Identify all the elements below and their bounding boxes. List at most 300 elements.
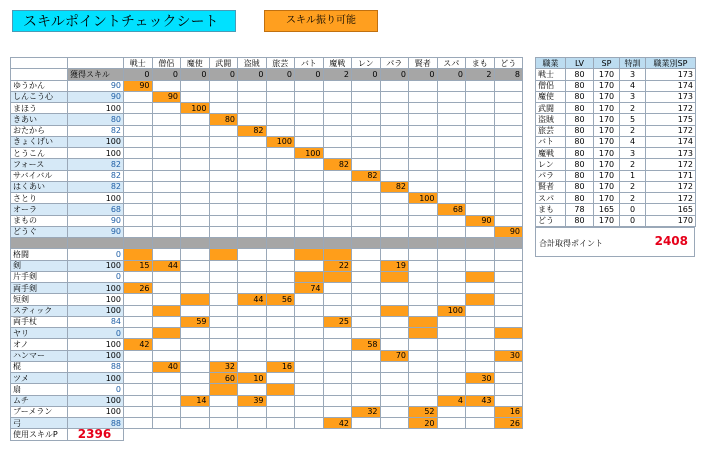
skill-allocation-cell[interactable] [295, 91, 324, 102]
skill-allocation-cell[interactable] [323, 406, 352, 417]
skill-allocation-cell[interactable] [352, 125, 381, 136]
skill-allocation-cell[interactable] [209, 249, 238, 260]
skill-allocation-cell[interactable] [181, 328, 210, 339]
skill-allocation-cell[interactable] [266, 373, 295, 384]
job-training[interactable]: 2 [620, 125, 646, 136]
skill-allocation-cell[interactable] [181, 125, 210, 136]
skill-allocation-cell[interactable]: 74 [295, 283, 324, 294]
skill-allocation-cell[interactable] [266, 395, 295, 406]
skill-allocation-cell[interactable] [266, 418, 295, 429]
job-training[interactable]: 5 [620, 114, 646, 125]
skill-required-points[interactable]: 100 [68, 103, 124, 114]
skill-allocation-cell[interactable] [437, 91, 466, 102]
skill-allocation-cell[interactable]: 100 [266, 136, 295, 147]
skill-allocation-cell[interactable] [323, 384, 352, 395]
skill-allocation-cell[interactable] [152, 384, 181, 395]
skill-required-points[interactable]: 82 [68, 159, 124, 170]
skill-allocation-cell[interactable] [295, 350, 324, 361]
skill-allocation-cell[interactable] [380, 249, 409, 260]
skill-allocation-cell[interactable] [124, 204, 153, 215]
skill-allocation-cell[interactable] [352, 361, 381, 372]
skill-required-points[interactable]: 0 [68, 328, 124, 339]
skill-allocation-cell[interactable] [380, 339, 409, 350]
skill-allocation-cell[interactable] [494, 294, 523, 305]
skill-allocation-cell[interactable] [152, 204, 181, 215]
skill-allocation-cell[interactable]: 32 [352, 406, 381, 417]
skill-allocation-cell[interactable] [323, 283, 352, 294]
skill-allocation-cell[interactable] [494, 103, 523, 114]
skill-allocation-cell[interactable] [266, 350, 295, 361]
skill-allocation-cell[interactable]: 4 [437, 395, 466, 406]
skill-allocation-cell[interactable] [124, 226, 153, 237]
skill-required-points[interactable]: 68 [68, 204, 124, 215]
skill-allocation-cell[interactable] [323, 339, 352, 350]
skill-allocation-cell[interactable] [380, 170, 409, 181]
skill-allocation-cell[interactable] [124, 215, 153, 226]
skill-allocation-cell[interactable] [181, 305, 210, 316]
skill-allocation-cell[interactable]: 90 [124, 80, 153, 91]
skill-allocation-cell[interactable] [352, 193, 381, 204]
job-training[interactable]: 1 [620, 170, 646, 181]
skill-allocation-cell[interactable] [437, 170, 466, 181]
skill-allocation-cell[interactable] [409, 136, 438, 147]
skill-allocation-cell[interactable] [409, 103, 438, 114]
skill-allocation-cell[interactable] [295, 170, 324, 181]
skill-allocation-cell[interactable] [152, 103, 181, 114]
skill-allocation-cell[interactable]: 14 [181, 395, 210, 406]
skill-required-points[interactable]: 100 [68, 373, 124, 384]
skill-required-points[interactable]: 100 [68, 294, 124, 305]
skill-allocation-cell[interactable]: 82 [352, 170, 381, 181]
skill-allocation-cell[interactable] [352, 328, 381, 339]
skill-allocation-cell[interactable] [295, 418, 324, 429]
skill-required-points[interactable]: 100 [68, 260, 124, 271]
skill-allocation-cell[interactable] [380, 294, 409, 305]
job-training[interactable]: 2 [620, 181, 646, 192]
skill-allocation-cell[interactable] [124, 170, 153, 181]
skill-allocation-cell[interactable] [437, 103, 466, 114]
skill-allocation-cell[interactable] [352, 103, 381, 114]
skill-allocation-cell[interactable] [494, 339, 523, 350]
skill-allocation-cell[interactable] [409, 339, 438, 350]
skill-allocation-cell[interactable] [409, 384, 438, 395]
skill-allocation-cell[interactable] [209, 283, 238, 294]
skill-allocation-cell[interactable] [494, 170, 523, 181]
skill-allocation-cell[interactable] [124, 406, 153, 417]
job-training[interactable]: 4 [620, 80, 646, 91]
skill-allocation-cell[interactable] [209, 181, 238, 192]
skill-allocation-cell[interactable] [266, 114, 295, 125]
skill-allocation-cell[interactable] [266, 339, 295, 350]
skill-required-points[interactable]: 100 [68, 193, 124, 204]
skill-allocation-cell[interactable] [266, 181, 295, 192]
skill-allocation-cell[interactable] [152, 328, 181, 339]
skill-required-points[interactable]: 0 [68, 249, 124, 260]
skill-allocation-cell[interactable] [494, 80, 523, 91]
skill-allocation-cell[interactable] [209, 80, 238, 91]
skill-allocation-cell[interactable] [494, 361, 523, 372]
skill-allocation-cell[interactable] [380, 193, 409, 204]
skill-allocation-cell[interactable] [238, 226, 267, 237]
skill-allocation-cell[interactable] [238, 136, 267, 147]
skill-allocation-cell[interactable] [152, 181, 181, 192]
skill-allocation-cell[interactable]: 90 [152, 91, 181, 102]
skill-allocation-cell[interactable] [409, 148, 438, 159]
skill-allocation-cell[interactable] [209, 260, 238, 271]
skill-allocation-cell[interactable] [124, 114, 153, 125]
skill-allocation-cell[interactable] [152, 373, 181, 384]
skill-allocation-cell[interactable] [323, 170, 352, 181]
skill-allocation-cell[interactable] [409, 395, 438, 406]
skill-allocation-cell[interactable] [323, 328, 352, 339]
skill-allocation-cell[interactable] [124, 350, 153, 361]
skill-allocation-cell[interactable] [352, 114, 381, 125]
skill-allocation-cell[interactable] [494, 328, 523, 339]
skill-allocation-cell[interactable] [238, 181, 267, 192]
skill-allocation-cell[interactable] [323, 294, 352, 305]
skill-allocation-cell[interactable] [323, 373, 352, 384]
skill-allocation-cell[interactable] [437, 136, 466, 147]
skill-allocation-cell[interactable] [181, 159, 210, 170]
skill-allocation-cell[interactable] [323, 103, 352, 114]
skill-allocation-cell[interactable] [152, 339, 181, 350]
skill-allocation-cell[interactable] [181, 350, 210, 361]
skill-allocation-cell[interactable] [209, 159, 238, 170]
skill-allocation-cell[interactable] [266, 328, 295, 339]
skill-allocation-cell[interactable] [295, 395, 324, 406]
skill-allocation-cell[interactable] [181, 283, 210, 294]
skill-allocation-cell[interactable] [181, 170, 210, 181]
skill-allocation-cell[interactable]: 16 [494, 406, 523, 417]
skill-allocation-cell[interactable] [295, 103, 324, 114]
skill-allocation-cell[interactable] [295, 271, 324, 282]
skill-allocation-cell[interactable] [209, 395, 238, 406]
skill-allocation-cell[interactable] [409, 125, 438, 136]
skill-allocation-cell[interactable] [266, 80, 295, 91]
skill-allocation-cell[interactable]: 90 [494, 226, 523, 237]
skill-allocation-cell[interactable] [380, 283, 409, 294]
skill-required-points[interactable]: 100 [68, 350, 124, 361]
skill-allocation-cell[interactable] [152, 159, 181, 170]
skill-allocation-cell[interactable] [466, 406, 495, 417]
skill-allocation-cell[interactable] [494, 204, 523, 215]
skill-allocation-cell[interactable] [124, 148, 153, 159]
skill-allocation-cell[interactable] [409, 249, 438, 260]
skill-allocation-cell[interactable] [466, 418, 495, 429]
skill-allocation-cell[interactable]: 32 [209, 361, 238, 372]
skill-allocation-cell[interactable] [295, 316, 324, 327]
skill-allocation-cell[interactable] [209, 305, 238, 316]
skill-allocation-cell[interactable] [238, 350, 267, 361]
skill-allocation-cell[interactable] [437, 260, 466, 271]
skill-allocation-cell[interactable] [209, 226, 238, 237]
skill-allocation-cell[interactable] [238, 170, 267, 181]
skill-allocation-cell[interactable] [238, 193, 267, 204]
skill-allocation-cell[interactable] [352, 159, 381, 170]
skill-allocation-cell[interactable] [295, 136, 324, 147]
skill-allocation-cell[interactable] [295, 339, 324, 350]
skill-allocation-cell[interactable] [181, 260, 210, 271]
skill-required-points[interactable]: 90 [68, 215, 124, 226]
skill-allocation-cell[interactable] [494, 384, 523, 395]
skill-allocation-cell[interactable] [152, 418, 181, 429]
skill-allocation-cell[interactable] [295, 125, 324, 136]
skill-allocation-cell[interactable] [437, 350, 466, 361]
skill-allocation-cell[interactable] [494, 260, 523, 271]
skill-allocation-cell[interactable] [124, 316, 153, 327]
skill-allocation-cell[interactable] [209, 103, 238, 114]
skill-allocation-cell[interactable] [380, 395, 409, 406]
skill-allocation-cell[interactable]: 42 [323, 418, 352, 429]
skill-allocation-cell[interactable] [124, 125, 153, 136]
skill-allocation-cell[interactable] [352, 91, 381, 102]
skill-allocation-cell[interactable] [409, 91, 438, 102]
skill-allocation-cell[interactable] [152, 215, 181, 226]
skill-allocation-cell[interactable] [124, 305, 153, 316]
skill-allocation-cell[interactable] [266, 226, 295, 237]
skill-allocation-cell[interactable] [466, 125, 495, 136]
skill-allocation-cell[interactable] [238, 103, 267, 114]
skill-required-points[interactable]: 0 [68, 384, 124, 395]
skill-allocation-cell[interactable]: 25 [323, 316, 352, 327]
skill-allocation-cell[interactable] [437, 125, 466, 136]
skill-allocation-cell[interactable] [409, 305, 438, 316]
job-training[interactable]: 2 [620, 159, 646, 170]
skill-allocation-cell[interactable] [466, 350, 495, 361]
skill-allocation-cell[interactable] [209, 384, 238, 395]
skill-allocation-cell[interactable] [124, 136, 153, 147]
skill-allocation-cell[interactable] [352, 260, 381, 271]
skill-allocation-cell[interactable] [238, 361, 267, 372]
skill-allocation-cell[interactable] [466, 226, 495, 237]
skill-allocation-cell[interactable] [266, 406, 295, 417]
skill-allocation-cell[interactable] [352, 316, 381, 327]
skill-allocation-cell[interactable] [466, 305, 495, 316]
skill-allocation-cell[interactable] [295, 305, 324, 316]
skill-allocation-cell[interactable]: 39 [238, 395, 267, 406]
skill-allocation-cell[interactable] [466, 384, 495, 395]
skill-allocation-cell[interactable] [152, 316, 181, 327]
skill-allocation-cell[interactable] [238, 204, 267, 215]
skill-allocation-cell[interactable] [323, 148, 352, 159]
skill-allocation-cell[interactable] [323, 136, 352, 147]
skill-allocation-cell[interactable] [466, 204, 495, 215]
skill-required-points[interactable]: 82 [68, 125, 124, 136]
skill-allocation-cell[interactable] [466, 114, 495, 125]
skill-allocation-cell[interactable] [124, 373, 153, 384]
skill-allocation-cell[interactable] [409, 260, 438, 271]
skill-allocation-cell[interactable] [466, 249, 495, 260]
skill-required-points[interactable]: 0 [68, 271, 124, 282]
skill-allocation-cell[interactable] [266, 283, 295, 294]
skill-allocation-cell[interactable] [380, 159, 409, 170]
skill-allocation-cell[interactable]: 70 [380, 350, 409, 361]
skill-allocation-cell[interactable] [352, 249, 381, 260]
skill-allocation-cell[interactable] [295, 215, 324, 226]
skill-allocation-cell[interactable] [181, 271, 210, 282]
skill-required-points[interactable]: 88 [68, 361, 124, 372]
skill-allocation-cell[interactable] [409, 170, 438, 181]
skill-allocation-cell[interactable] [152, 249, 181, 260]
skill-allocation-cell[interactable] [266, 305, 295, 316]
skill-allocation-cell[interactable] [124, 181, 153, 192]
skill-allocation-cell[interactable] [209, 418, 238, 429]
skill-allocation-cell[interactable] [352, 215, 381, 226]
skill-allocation-cell[interactable] [209, 136, 238, 147]
skill-allocation-cell[interactable] [466, 316, 495, 327]
skill-allocation-cell[interactable]: 100 [181, 103, 210, 114]
skill-allocation-cell[interactable] [152, 170, 181, 181]
skill-allocation-cell[interactable]: 40 [152, 361, 181, 372]
skill-allocation-cell[interactable] [409, 181, 438, 192]
skill-allocation-cell[interactable] [380, 305, 409, 316]
skill-allocation-cell[interactable] [295, 373, 324, 384]
skill-allocation-cell[interactable]: 80 [209, 114, 238, 125]
skill-allocation-cell[interactable] [152, 406, 181, 417]
skill-allocation-cell[interactable] [380, 316, 409, 327]
skill-allocation-cell[interactable] [295, 361, 324, 372]
skill-allocation-cell[interactable] [409, 350, 438, 361]
skill-allocation-cell[interactable] [437, 193, 466, 204]
skill-allocation-cell[interactable] [181, 80, 210, 91]
skill-allocation-cell[interactable] [466, 294, 495, 305]
skill-allocation-cell[interactable] [352, 384, 381, 395]
skill-allocation-cell[interactable] [323, 271, 352, 282]
skill-allocation-cell[interactable] [409, 204, 438, 215]
skill-allocation-cell[interactable] [437, 80, 466, 91]
skill-allocation-cell[interactable] [238, 418, 267, 429]
skill-allocation-cell[interactable] [466, 193, 495, 204]
skill-allocation-cell[interactable] [266, 103, 295, 114]
skill-allocation-cell[interactable] [494, 159, 523, 170]
skill-allocation-cell[interactable] [238, 80, 267, 91]
skill-allocation-cell[interactable] [437, 384, 466, 395]
skill-allocation-cell[interactable] [238, 384, 267, 395]
skill-allocation-cell[interactable]: 26 [124, 283, 153, 294]
skill-allocation-cell[interactable] [409, 226, 438, 237]
skill-allocation-cell[interactable] [181, 294, 210, 305]
skill-allocation-cell[interactable] [380, 215, 409, 226]
skill-allocation-cell[interactable]: 68 [437, 204, 466, 215]
skill-allocation-cell[interactable] [437, 226, 466, 237]
skill-allocation-cell[interactable] [266, 384, 295, 395]
skill-allocation-cell[interactable] [124, 328, 153, 339]
skill-allocation-cell[interactable] [352, 271, 381, 282]
skill-allocation-cell[interactable] [238, 339, 267, 350]
skill-allocation-cell[interactable] [466, 339, 495, 350]
skill-allocation-cell[interactable] [295, 328, 324, 339]
skill-allocation-cell[interactable]: 43 [466, 395, 495, 406]
skill-allocation-cell[interactable] [323, 125, 352, 136]
skill-allocation-cell[interactable] [124, 384, 153, 395]
skill-required-points[interactable]: 90 [68, 226, 124, 237]
skill-allocation-cell[interactable] [181, 361, 210, 372]
skill-allocation-cell[interactable] [181, 249, 210, 260]
skill-required-points[interactable]: 84 [68, 316, 124, 327]
skill-allocation-cell[interactable] [380, 114, 409, 125]
skill-allocation-cell[interactable] [238, 91, 267, 102]
skill-allocation-cell[interactable]: 52 [409, 406, 438, 417]
skill-allocation-cell[interactable] [266, 215, 295, 226]
skill-allocation-cell[interactable]: 59 [181, 316, 210, 327]
skill-allocation-cell[interactable] [295, 80, 324, 91]
job-training[interactable]: 3 [620, 148, 646, 159]
skill-allocation-cell[interactable]: 60 [209, 373, 238, 384]
skill-allocation-cell[interactable] [352, 305, 381, 316]
job-training[interactable]: 3 [620, 69, 646, 80]
job-training[interactable]: 0 [620, 215, 646, 226]
skill-required-points[interactable]: 88 [68, 418, 124, 429]
skill-allocation-cell[interactable] [295, 384, 324, 395]
skill-required-points[interactable]: 100 [68, 305, 124, 316]
skill-allocation-cell[interactable] [409, 215, 438, 226]
skill-allocation-cell[interactable] [152, 294, 181, 305]
skill-allocation-cell[interactable] [152, 136, 181, 147]
skill-allocation-cell[interactable] [352, 350, 381, 361]
skill-allocation-cell[interactable] [380, 418, 409, 429]
skill-allocation-cell[interactable] [209, 170, 238, 181]
skill-allocation-cell[interactable] [238, 215, 267, 226]
skill-allocation-cell[interactable] [152, 193, 181, 204]
skill-allocation-cell[interactable] [238, 328, 267, 339]
skill-allocation-cell[interactable] [238, 114, 267, 125]
skill-allocation-cell[interactable] [352, 136, 381, 147]
skill-allocation-status-badge[interactable]: スキル振り可能 [264, 10, 378, 32]
skill-allocation-cell[interactable] [266, 148, 295, 159]
skill-allocation-cell[interactable]: 20 [409, 418, 438, 429]
skill-allocation-cell[interactable] [494, 114, 523, 125]
skill-allocation-cell[interactable] [380, 136, 409, 147]
skill-allocation-cell[interactable] [380, 204, 409, 215]
skill-allocation-cell[interactable] [152, 114, 181, 125]
skill-allocation-cell[interactable] [209, 215, 238, 226]
skill-allocation-cell[interactable]: 42 [124, 339, 153, 350]
skill-required-points[interactable]: 82 [68, 170, 124, 181]
skill-allocation-cell[interactable] [323, 215, 352, 226]
skill-allocation-cell[interactable] [181, 91, 210, 102]
job-training[interactable]: 2 [620, 103, 646, 114]
skill-allocation-cell[interactable] [494, 193, 523, 204]
skill-allocation-cell[interactable] [466, 260, 495, 271]
skill-allocation-cell[interactable] [466, 170, 495, 181]
skill-allocation-cell[interactable] [266, 260, 295, 271]
skill-allocation-cell[interactable] [209, 125, 238, 136]
skill-allocation-cell[interactable] [323, 204, 352, 215]
skill-allocation-cell[interactable] [124, 361, 153, 372]
skill-allocation-cell[interactable] [494, 373, 523, 384]
skill-allocation-cell[interactable] [266, 204, 295, 215]
skill-allocation-cell[interactable] [238, 148, 267, 159]
skill-allocation-cell[interactable] [494, 91, 523, 102]
skill-allocation-cell[interactable]: 30 [466, 373, 495, 384]
skill-allocation-cell[interactable] [295, 159, 324, 170]
skill-allocation-cell[interactable] [124, 395, 153, 406]
skill-allocation-cell[interactable]: 44 [238, 294, 267, 305]
skill-allocation-cell[interactable]: 22 [323, 260, 352, 271]
skill-allocation-cell[interactable] [352, 226, 381, 237]
skill-allocation-cell[interactable] [409, 80, 438, 91]
skill-allocation-cell[interactable] [181, 384, 210, 395]
skill-allocation-cell[interactable] [437, 328, 466, 339]
skill-allocation-cell[interactable] [409, 114, 438, 125]
skill-allocation-cell[interactable] [380, 373, 409, 384]
skill-allocation-cell[interactable] [238, 271, 267, 282]
skill-allocation-cell[interactable] [409, 373, 438, 384]
skill-allocation-cell[interactable] [238, 159, 267, 170]
skill-allocation-cell[interactable] [380, 226, 409, 237]
skill-allocation-cell[interactable] [124, 294, 153, 305]
skill-allocation-cell[interactable] [238, 249, 267, 260]
